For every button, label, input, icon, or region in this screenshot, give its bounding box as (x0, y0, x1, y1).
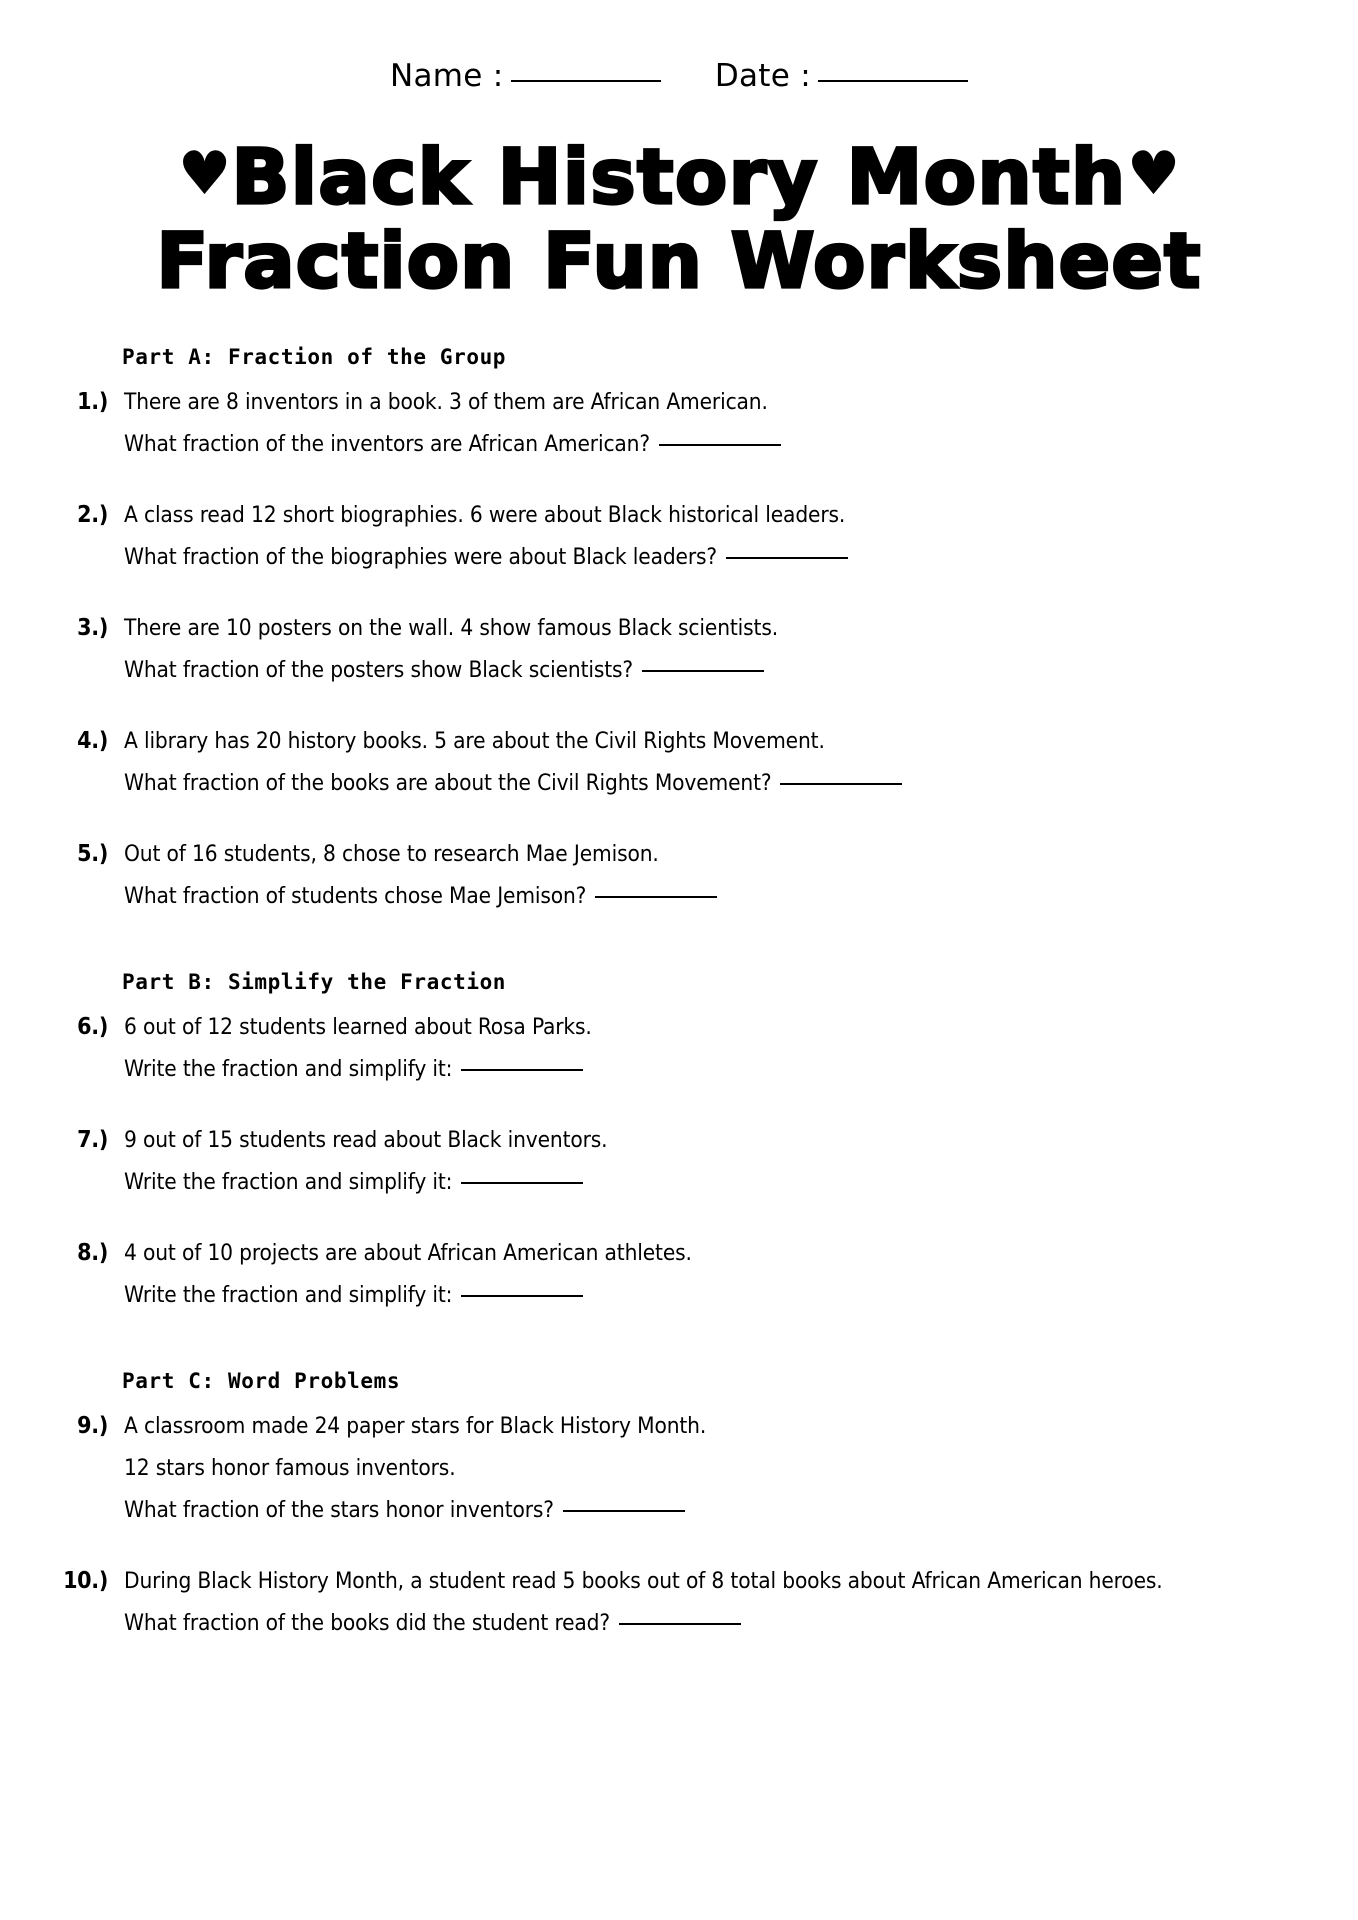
title-line-2: Fraction Fun Worksheet (156, 216, 1202, 305)
problem-text: What fraction of students chose Mae Jemison? (124, 883, 587, 909)
problem-number: 10.) (63, 1568, 108, 1594)
problem-text-line (124, 1560, 1358, 1602)
part-heading: Part B: Simplify the Fraction (122, 970, 507, 994)
problem-text-line (124, 1048, 1358, 1090)
date-blank[interactable] (818, 80, 968, 82)
problem-number: 9.) (77, 1413, 108, 1439)
problem-lines (124, 1006, 1358, 1090)
problem-text: Out of 16 students, 8 chose to research Mae Jemison. (124, 841, 659, 867)
problem-text: Write the fraction and simplify it: (124, 1056, 453, 1082)
title-text-1: Black History Month (231, 132, 1127, 221)
heart-right-icon: ♥ (1126, 139, 1181, 209)
part-spacer (0, 946, 1358, 970)
problem-item (0, 607, 1358, 691)
name-field (390, 58, 661, 94)
problem-text-line (124, 1006, 1358, 1048)
problem-lines (124, 720, 1358, 804)
problem-lines (124, 1560, 1358, 1644)
problem-text-line (124, 1405, 1358, 1447)
part-heading: Part A: Fraction of the Group (122, 345, 507, 369)
problem-item (0, 1560, 1358, 1644)
problem-text-line (124, 1602, 1358, 1644)
problem-text-line (124, 1119, 1358, 1161)
problem-item (0, 1232, 1358, 1316)
problem-text-line (124, 1274, 1358, 1316)
date-label: Date : (714, 58, 812, 94)
name-date-row (0, 58, 1358, 94)
problem-number: 4.) (77, 728, 108, 754)
problem-text-line (124, 494, 1358, 536)
answer-blank[interactable] (619, 1623, 741, 1625)
answer-blank[interactable] (642, 670, 764, 672)
name-label: Name : (389, 58, 504, 94)
problem-text: A library has 20 history books. 5 are about the Civil Rights Movement. (124, 728, 825, 754)
problem-lines (124, 833, 1358, 917)
worksheet-part (0, 345, 1358, 917)
problem-lines (124, 494, 1358, 578)
problem-text-line (124, 536, 1358, 578)
answer-blank[interactable] (595, 896, 717, 898)
answer-blank[interactable] (563, 1510, 685, 1512)
heart-left-icon: ♥ (177, 139, 232, 209)
name-blank[interactable] (511, 80, 661, 82)
part-heading: Part C: Word Problems (122, 1369, 401, 1393)
answer-blank[interactable] (659, 444, 781, 446)
problem-text-line (124, 720, 1358, 762)
problem-text-line (124, 1447, 1358, 1489)
problem-text: 4 out of 10 projects are about African American athletes. (124, 1240, 692, 1266)
problem-text-line (124, 1232, 1358, 1274)
worksheet-part (0, 1369, 1358, 1644)
problem-lines (124, 1232, 1358, 1316)
problem-lines (124, 381, 1358, 465)
part-spacer (0, 1345, 1358, 1369)
problem-text: Write the fraction and simplify it: (124, 1282, 453, 1308)
problem-text-line (124, 833, 1358, 875)
problem-item (0, 1119, 1358, 1203)
problem-text: What fraction of the books did the student read? (124, 1610, 610, 1636)
problem-text: What fraction of the biographies were about Black leaders? (124, 544, 717, 570)
problem-text: A class read 12 short biographies. 6 were about Black historical leaders. (124, 502, 846, 528)
problem-text: There are 8 inventors in a book. 3 of them are African American. (124, 389, 768, 415)
problem-text: What fraction of the books are about the Civil Rights Movement? (124, 770, 772, 796)
problem-item (0, 833, 1358, 917)
worksheet-title (0, 132, 1358, 303)
problem-number: 8.) (77, 1240, 108, 1266)
problem-text-line (124, 381, 1358, 423)
problem-item (0, 1405, 1358, 1531)
problem-text: Write the fraction and simplify it: (124, 1169, 453, 1195)
problem-item (0, 381, 1358, 465)
problem-number: 3.) (77, 615, 108, 641)
problem-number: 2.) (77, 502, 108, 528)
problem-text: 9 out of 15 students read about Black inventors. (124, 1127, 608, 1153)
problem-lines (124, 1119, 1358, 1203)
problem-text: During Black History Month, a student read 5 books out of 8 total books about African American heroes. (124, 1568, 1163, 1594)
answer-blank[interactable] (726, 557, 848, 559)
problem-number: 1.) (77, 389, 108, 415)
problem-text: A classroom made 24 paper stars for Black History Month. (124, 1413, 707, 1439)
date-field (715, 58, 968, 94)
problem-item (0, 1006, 1358, 1090)
problem-text: What fraction of the inventors are African American? (124, 431, 650, 457)
worksheet-body (0, 345, 1358, 1673)
problem-text: 12 stars honor famous inventors. (124, 1455, 456, 1481)
worksheet-part (0, 970, 1358, 1316)
problem-number: 7.) (77, 1127, 108, 1153)
problem-text-line (124, 1489, 1358, 1531)
problem-lines (124, 607, 1358, 691)
answer-blank[interactable] (461, 1295, 583, 1297)
answer-blank[interactable] (461, 1182, 583, 1184)
problem-number: 6.) (77, 1014, 108, 1040)
problem-text-line (124, 875, 1358, 917)
problem-text: There are 10 posters on the wall. 4 show famous Black scientists. (124, 615, 778, 641)
problem-text-line (124, 1161, 1358, 1203)
problem-item (0, 494, 1358, 578)
problem-text-line (124, 649, 1358, 691)
problem-item (0, 720, 1358, 804)
problem-text-line (124, 762, 1358, 804)
problem-number: 5.) (77, 841, 108, 867)
title-line-1 (0, 132, 1358, 219)
problem-text-line (124, 423, 1358, 465)
problem-text: What fraction of the posters show Black scientists? (124, 657, 634, 683)
problem-lines (124, 1405, 1358, 1531)
answer-blank[interactable] (780, 783, 902, 785)
problem-text: What fraction of the stars honor inventors? (124, 1497, 554, 1523)
answer-blank[interactable] (461, 1069, 583, 1071)
problem-text-line (124, 607, 1358, 649)
problem-text: 6 out of 12 students learned about Rosa Parks. (124, 1014, 592, 1040)
